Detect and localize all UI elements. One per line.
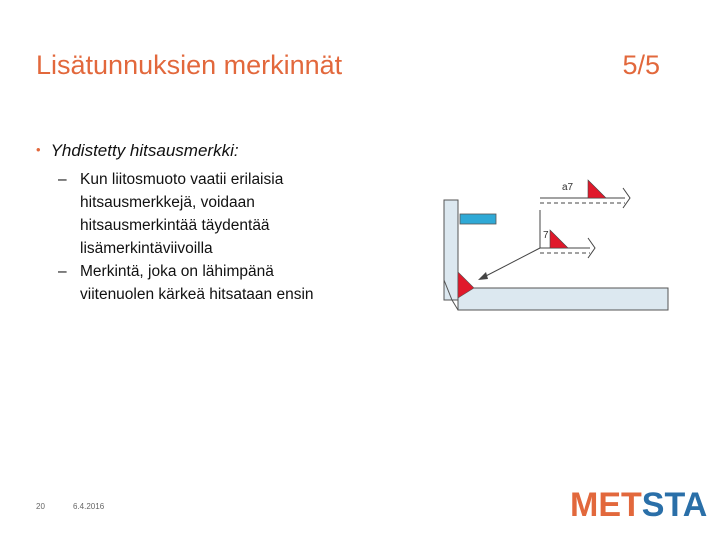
label-a7: a7 (562, 182, 574, 193)
logo-part1: MET (570, 486, 642, 524)
main-bullet (36, 141, 239, 161)
sub-bullet-2 (58, 260, 328, 306)
slide-title: Lisätunnuksien merkinnät (36, 50, 343, 80)
page-indicator: 5/5 (622, 50, 660, 80)
sub-bullet-dash: – (58, 263, 67, 280)
slide-number: 20 (36, 502, 45, 511)
sub-bullet-dash: – (58, 171, 67, 188)
label-7: 7 (543, 230, 549, 241)
sub-bullet-1 (58, 168, 328, 260)
blue-insert (460, 214, 496, 224)
weld-symbol-lower (550, 230, 568, 248)
metsta-logo (570, 486, 707, 525)
logo-part2: STA (641, 486, 708, 524)
main-bullet-text: Yhdistetty hitsausmerkki: (50, 141, 239, 160)
weld-symbol-upper (588, 180, 606, 198)
arrow-head (478, 272, 488, 280)
sub-bullet-text: Kun liitosmuoto vaatii erilaisia hitsausmerkkejä, voidaan hitsausmerkintää täydentää lisämerkintäviivoilla (80, 171, 284, 257)
footer-date: 6.4.2016 (73, 502, 105, 511)
arrow-line (482, 248, 540, 278)
weld-diagram (430, 170, 680, 320)
bullet-dot: • (36, 142, 41, 157)
horizontal-plate (458, 288, 668, 310)
sub-bullet-text: Merkintä, joka on lähimpänä viitenuolen kärkeä hitsataan ensin (80, 263, 314, 303)
